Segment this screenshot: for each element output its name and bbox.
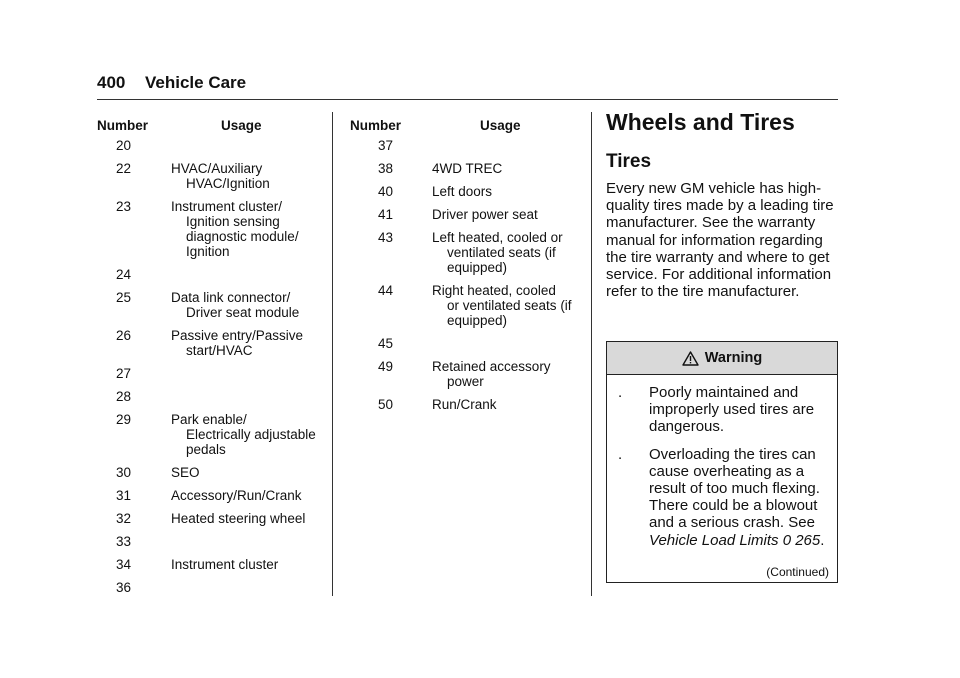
column-divider — [332, 112, 333, 596]
usage-continuation: start/HVAC — [186, 343, 253, 358]
usage-line: HVAC/Auxiliary — [171, 161, 263, 176]
table-row — [97, 290, 327, 320]
fuse-usage — [432, 184, 580, 199]
fuse-number: 28 — [116, 389, 132, 404]
bullet-marker: . — [618, 384, 623, 401]
fuse-number: 40 — [378, 184, 394, 199]
fuse-number: 22 — [116, 161, 132, 176]
usage-line: Run/Crank — [432, 397, 497, 412]
fuse-usage — [432, 397, 580, 412]
fuse-number: 49 — [378, 359, 394, 374]
fuse-usage — [432, 359, 580, 389]
page-header — [97, 73, 838, 100]
section-heading: Wheels and Tires — [606, 109, 795, 135]
section-title: Vehicle Care — [145, 73, 247, 92]
column-header-number: Number — [97, 118, 149, 133]
fuse-usage — [432, 283, 580, 328]
fuse-usage — [171, 267, 327, 282]
table-row — [97, 511, 327, 526]
fuse-number: 38 — [378, 161, 394, 176]
fuse-number: 41 — [378, 207, 394, 222]
table-row — [97, 328, 327, 358]
column-divider — [591, 112, 592, 596]
fuse-usage — [171, 389, 327, 404]
table-row — [97, 138, 327, 153]
table-row — [350, 161, 580, 176]
fuse-usage — [171, 138, 327, 153]
fuse-usage — [171, 557, 327, 572]
fuse-rows-left — [97, 138, 327, 595]
usage-line: Park enable/ — [171, 412, 247, 427]
fuse-usage — [432, 230, 580, 275]
fuse-number: 20 — [116, 138, 132, 153]
usage-continuation: power — [447, 374, 484, 389]
usage-line: Instrument cluster/ — [171, 199, 283, 214]
usage-line: 4WD TREC — [432, 161, 503, 176]
fuse-usage — [171, 290, 327, 320]
usage-continuation: Ignition sensing diagnostic module/ Ignition — [186, 214, 299, 259]
table-row — [350, 397, 580, 412]
page-number: 400 — [97, 73, 126, 92]
fuse-usage — [171, 580, 327, 595]
sentence-end: . — [820, 531, 825, 549]
table-row — [97, 412, 327, 457]
table-row — [350, 138, 580, 153]
table-header — [350, 116, 580, 138]
fuse-number: 45 — [378, 336, 394, 351]
usage-line: Right heated, cooled — [432, 283, 556, 298]
fuse-number: 37 — [378, 138, 394, 153]
page-ref-arrow: 0 — [782, 531, 792, 549]
bullet-marker: . — [618, 445, 623, 463]
fuse-usage — [432, 207, 580, 222]
usage-continuation: Electrically adjustable pedals — [186, 427, 316, 457]
fuse-usage — [432, 336, 580, 351]
fuse-usage — [171, 534, 327, 549]
column-header-usage: Usage — [221, 118, 262, 133]
fuse-usage — [171, 366, 327, 381]
fuse-number: 25 — [116, 290, 132, 305]
table-row — [97, 161, 327, 191]
fuse-number: 43 — [378, 230, 394, 245]
fuse-number: 32 — [116, 511, 132, 526]
fuse-number: 33 — [116, 534, 132, 549]
cross-reference-link[interactable]: Vehicle Load Limits — [649, 531, 779, 549]
fuse-number: 50 — [378, 397, 394, 412]
bullet-text — [649, 446, 827, 549]
continued-label: (Continued) — [766, 565, 829, 579]
table-row — [350, 336, 580, 351]
fuse-rows-right — [350, 138, 580, 412]
fuse-usage — [171, 199, 327, 259]
warning-triangle-icon — [682, 351, 699, 366]
table-row — [350, 230, 580, 275]
fuse-usage — [171, 465, 327, 480]
tires-paragraph: Every new GM vehicle has high-quality tires made by a leading tire manufacturer. See the warranty manual for information regarding the tire warranty and where to get service. For additional information refer to the tire manufacturer. — [606, 180, 834, 301]
bullet-text: Poorly maintained and improperly used tires are dangerous. — [649, 384, 815, 436]
fuse-table-right — [350, 116, 580, 420]
usage-line: Heated steering wheel — [171, 511, 306, 526]
fuse-usage — [171, 511, 327, 526]
fuse-number: 44 — [378, 283, 394, 298]
usage-continuation: ventilated seats (if equipped) — [447, 245, 556, 275]
list-item — [616, 384, 827, 436]
fuse-number: 24 — [116, 267, 132, 282]
usage-line: Accessory/Run/Crank — [171, 488, 302, 503]
fuse-usage — [171, 328, 327, 358]
table-row — [350, 283, 580, 328]
fuse-usage — [171, 488, 327, 503]
table-row — [97, 389, 327, 404]
page-ref-number[interactable]: 265 — [795, 531, 821, 549]
warning-box — [606, 341, 838, 583]
table-row — [350, 207, 580, 222]
fuse-number: 31 — [116, 488, 132, 503]
fuse-number: 27 — [116, 366, 132, 381]
bullet-text-main: Overloading the tires can cause overheating as a result of too much flexing. There could be a blowout and a serious crash. See — [649, 445, 820, 532]
usage-line: Data link connector/ — [171, 290, 291, 305]
column-header-number: Number — [350, 118, 402, 133]
subsection-heading: Tires — [606, 151, 652, 172]
table-row — [97, 580, 327, 595]
usage-line: SEO — [171, 465, 200, 480]
fuse-usage — [432, 161, 580, 176]
table-row — [97, 366, 327, 381]
fuse-number: 34 — [116, 557, 132, 572]
fuse-usage — [171, 412, 327, 457]
table-row — [350, 184, 580, 199]
fuse-number: 26 — [116, 328, 132, 343]
table-row — [97, 557, 327, 572]
usage-line: Retained accessory — [432, 359, 551, 374]
fuse-number: 29 — [116, 412, 132, 427]
column-header-usage: Usage — [480, 118, 521, 133]
table-header — [97, 116, 327, 138]
warning-bullets — [607, 375, 837, 549]
list-item — [616, 446, 827, 549]
table-row — [97, 199, 327, 259]
usage-line: Left heated, cooled or — [432, 230, 563, 245]
usage-continuation: or ventilated seats (if equipped) — [447, 298, 572, 328]
wheels-section — [606, 108, 838, 300]
table-row — [97, 465, 327, 480]
table-row — [97, 534, 327, 549]
fuse-usage — [432, 138, 580, 153]
fuse-table-left — [97, 116, 327, 603]
fuse-number: 30 — [116, 465, 132, 480]
usage-line: Instrument cluster — [171, 557, 279, 572]
table-row — [97, 267, 327, 282]
table-row — [97, 488, 327, 503]
table-row — [350, 359, 580, 389]
usage-line: Passive entry/Passive — [171, 328, 304, 343]
usage-continuation: HVAC/Ignition — [186, 176, 270, 191]
fuse-number: 23 — [116, 199, 132, 214]
usage-continuation: Driver seat module — [186, 305, 300, 320]
usage-line: Left doors — [432, 184, 493, 199]
fuse-usage — [171, 161, 327, 191]
usage-line: Driver power seat — [432, 207, 538, 222]
warning-label: Warning — [704, 350, 763, 366]
warning-header — [607, 342, 837, 375]
fuse-number: 36 — [116, 580, 132, 595]
